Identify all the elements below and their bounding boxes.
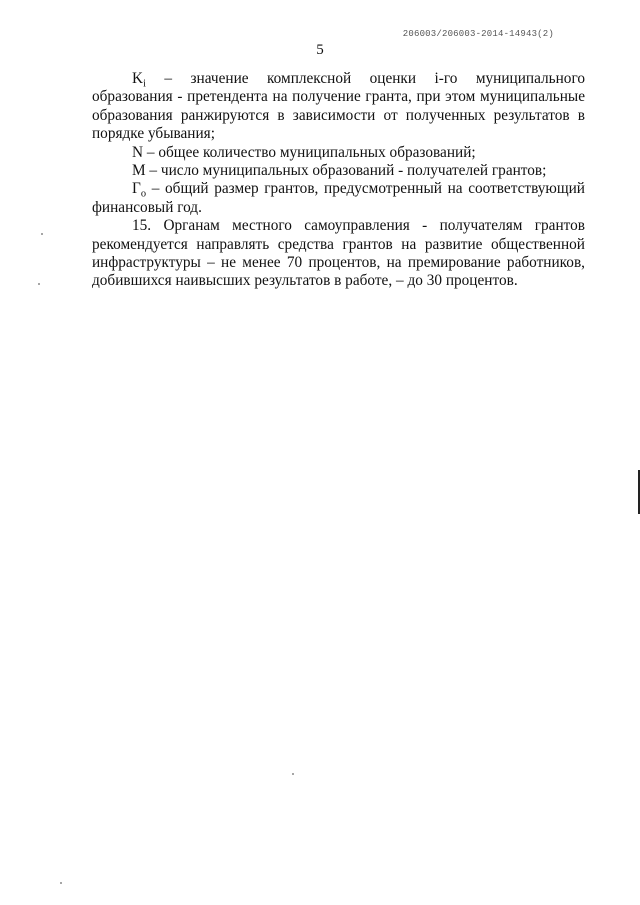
definition-m-text: – число муниципальных образований - получателей грантов; [145,162,547,180]
scan-speck [41,233,43,235]
subscript-o: о [140,189,147,201]
definition-k-text: – значение комплексной оценки i-го муниципального образования - претендента на получение гранта, при этом муниципальные образования ранжируются в зависимости от полученных результатов в порядке убывания; [92,70,589,143]
definition-n-paragraph [92,144,585,162]
definition-g-paragraph [92,180,585,217]
definition-m-paragraph [92,162,585,180]
definition-n-text: – общее количество муниципальных образований; [143,143,476,161]
definition-k-paragraph [92,70,589,144]
clause-15-text: 15. Органам местного самоуправления - получателям грантов рекомендуется направлять средства грантов на развитие общественной инфраструктуры – не менее 70 процентов, на премирование работников, добившихся наивысших результатов в работе, – до 30 процентов. [92,217,585,290]
document-id: 206003/206003-2014-14943(2) [402,29,554,39]
symbol-k: K [132,70,144,87]
definition-g-text: – общий размер грантов, предусмотренный на соответствующий финансовый год. [92,180,585,216]
symbol-n: N [132,143,144,161]
document-body [92,70,589,291]
page-number: 5 [316,42,324,58]
scan-speck [38,283,40,285]
symbol-m: M [132,162,146,180]
clause-15-paragraph [92,217,585,291]
scan-speck [60,882,62,884]
symbol-g: Г [132,180,141,198]
scan-speck [292,773,294,775]
subscript-i: i [143,78,146,90]
